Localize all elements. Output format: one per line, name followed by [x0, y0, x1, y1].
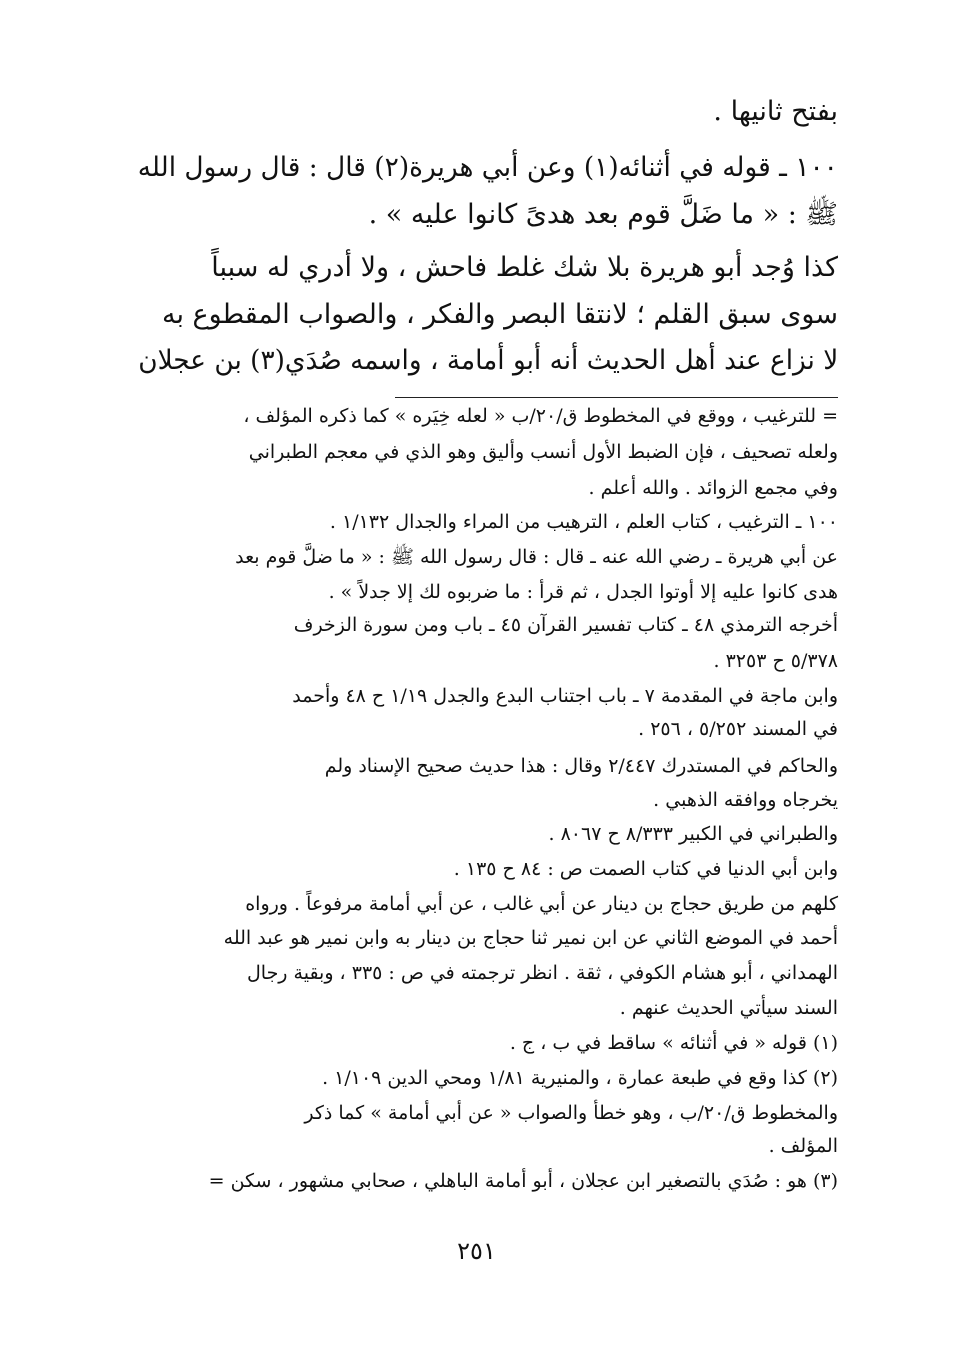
footnote-line: يخرجاه ووافقه الذهبي .	[653, 789, 838, 811]
footnote-line: ١٠٠ ـ الترغيب ، كتاب العلم ، الترهيب من المراء والجدال ١/١٣٢ .	[329, 511, 838, 533]
footnote-line: عن أبي هريرة ـ رضي الله عنه ـ قال : قال رسول الله ﷺ : « ما ضلَّ قوم بعد	[235, 546, 838, 568]
footnote-line: كلهم من طريق حجاج بن دينار عن أبي غالب ، عن أبي أمامة مرفوعاً . ورواه	[245, 893, 838, 915]
footnote-line: والمخطوط ق/٢٠/ب ، وهو خطأ والصواب « عن أبي أمامة » كما ذكر	[304, 1102, 838, 1124]
footnote-line: وابن ماجة في المقدمة ٧ ـ باب اجتناب البدع والجدل ١/١٩ ح ٤٨ وأحمد	[292, 685, 838, 707]
footnote-line: في المسند ٥/٢٥٢ ، ٢٥٦ .	[638, 718, 838, 740]
footnote-line: وابن أبي الدنيا في كتاب الصمت ص : ٨٤ ح ١٣٥ .	[453, 858, 838, 880]
footnote-line: ٥/٣٧٨ ح ٣٢٥٣ .	[713, 650, 838, 672]
main-text-line: سوى سبق القلم ؛ لانتقا البصر والفكر ، والصواب المقطوع به	[161, 299, 838, 330]
footnote-line: وفي مجمع الزوائد . والله أعلم .	[588, 477, 838, 499]
page-number: ٢٥١	[457, 1237, 496, 1265]
main-text-line: كذا وُجد أبو هريرة بلا شك غلط فاحش ، ولا أدري له سبباً	[211, 252, 838, 283]
footnote-line: (١) قوله « في أثنائه » ساقط في ب ، ج .	[509, 1032, 838, 1054]
main-text-line: بفتح ثانيها .	[713, 96, 838, 127]
footnote-line: = للترغيب ، ووقع في المخطوط ق/٢٠/ب « لعله خِيَره » كما ذكره المؤلف ،	[243, 405, 838, 427]
footnote-separator	[395, 397, 838, 398]
footnote-line: والطبراني في الكبير ٨/٣٣٣ ح ٨٠٦٧ .	[548, 823, 838, 845]
footnote-line: الهمداني ، أبو هشام الكوفي ، ثقة . انظر ترجمته في ص : ٣٣٥ ، وبقية رجال	[246, 962, 838, 984]
footnote-line: ولعله تصحيف ، فإن الضبط الأول أنسب وأليق وهو الذي في معجم الطبراني	[248, 441, 838, 463]
footnote-line: هدى كانوا عليه إلا أوتوا الجدل ، ثم قرأ : ما ضربوه لك إلا جدلاً » .	[328, 581, 838, 603]
main-text-line: ١٠٠ ـ قوله في أثنائه(١) وعن أبي هريرة(٢) قال : قال رسول الله	[137, 152, 838, 183]
footnote-line: أحمد في الموضع الثاني عن ابن نمير ثنا حجاج بن دينار به وابن نمير هو عبد الله	[223, 927, 838, 949]
footnote-line: (٢) كذا وقع في طبعة عمارة ، والمنيرية ١/٨١ ومحي الدين ١/١٠٩ .	[322, 1067, 838, 1089]
footnote-line: (٣) هو : صُدَي بالتصغير ابن عجلان ، أبو أمامة الباهلي ، صحابي مشهور ، سكن =	[208, 1170, 838, 1192]
footnote-line: السند سيأتي الحديث عنهم .	[619, 997, 838, 1019]
main-text-line: لا نزاع عند أهل الحديث أنه أبو أمامة ، واسمه صُدَي(٣) بن عجلان	[137, 345, 838, 376]
footnote-line: والحاكم في المستدرك ٢/٤٤٧ وقال : هذا حديث صحيح الإسناد ولم	[324, 755, 838, 777]
footnote-line: المؤلف .	[768, 1135, 838, 1157]
main-text-line: ﷺ : « ما ضَلَّ قوم بعد هدىً كانوا عليه » .	[368, 199, 838, 230]
footnote-line: أخرجه الترمذي ٤٨ ـ كتاب تفسير القرآن ٤٥ ـ باب ومن سورة الزخرف	[293, 614, 838, 636]
